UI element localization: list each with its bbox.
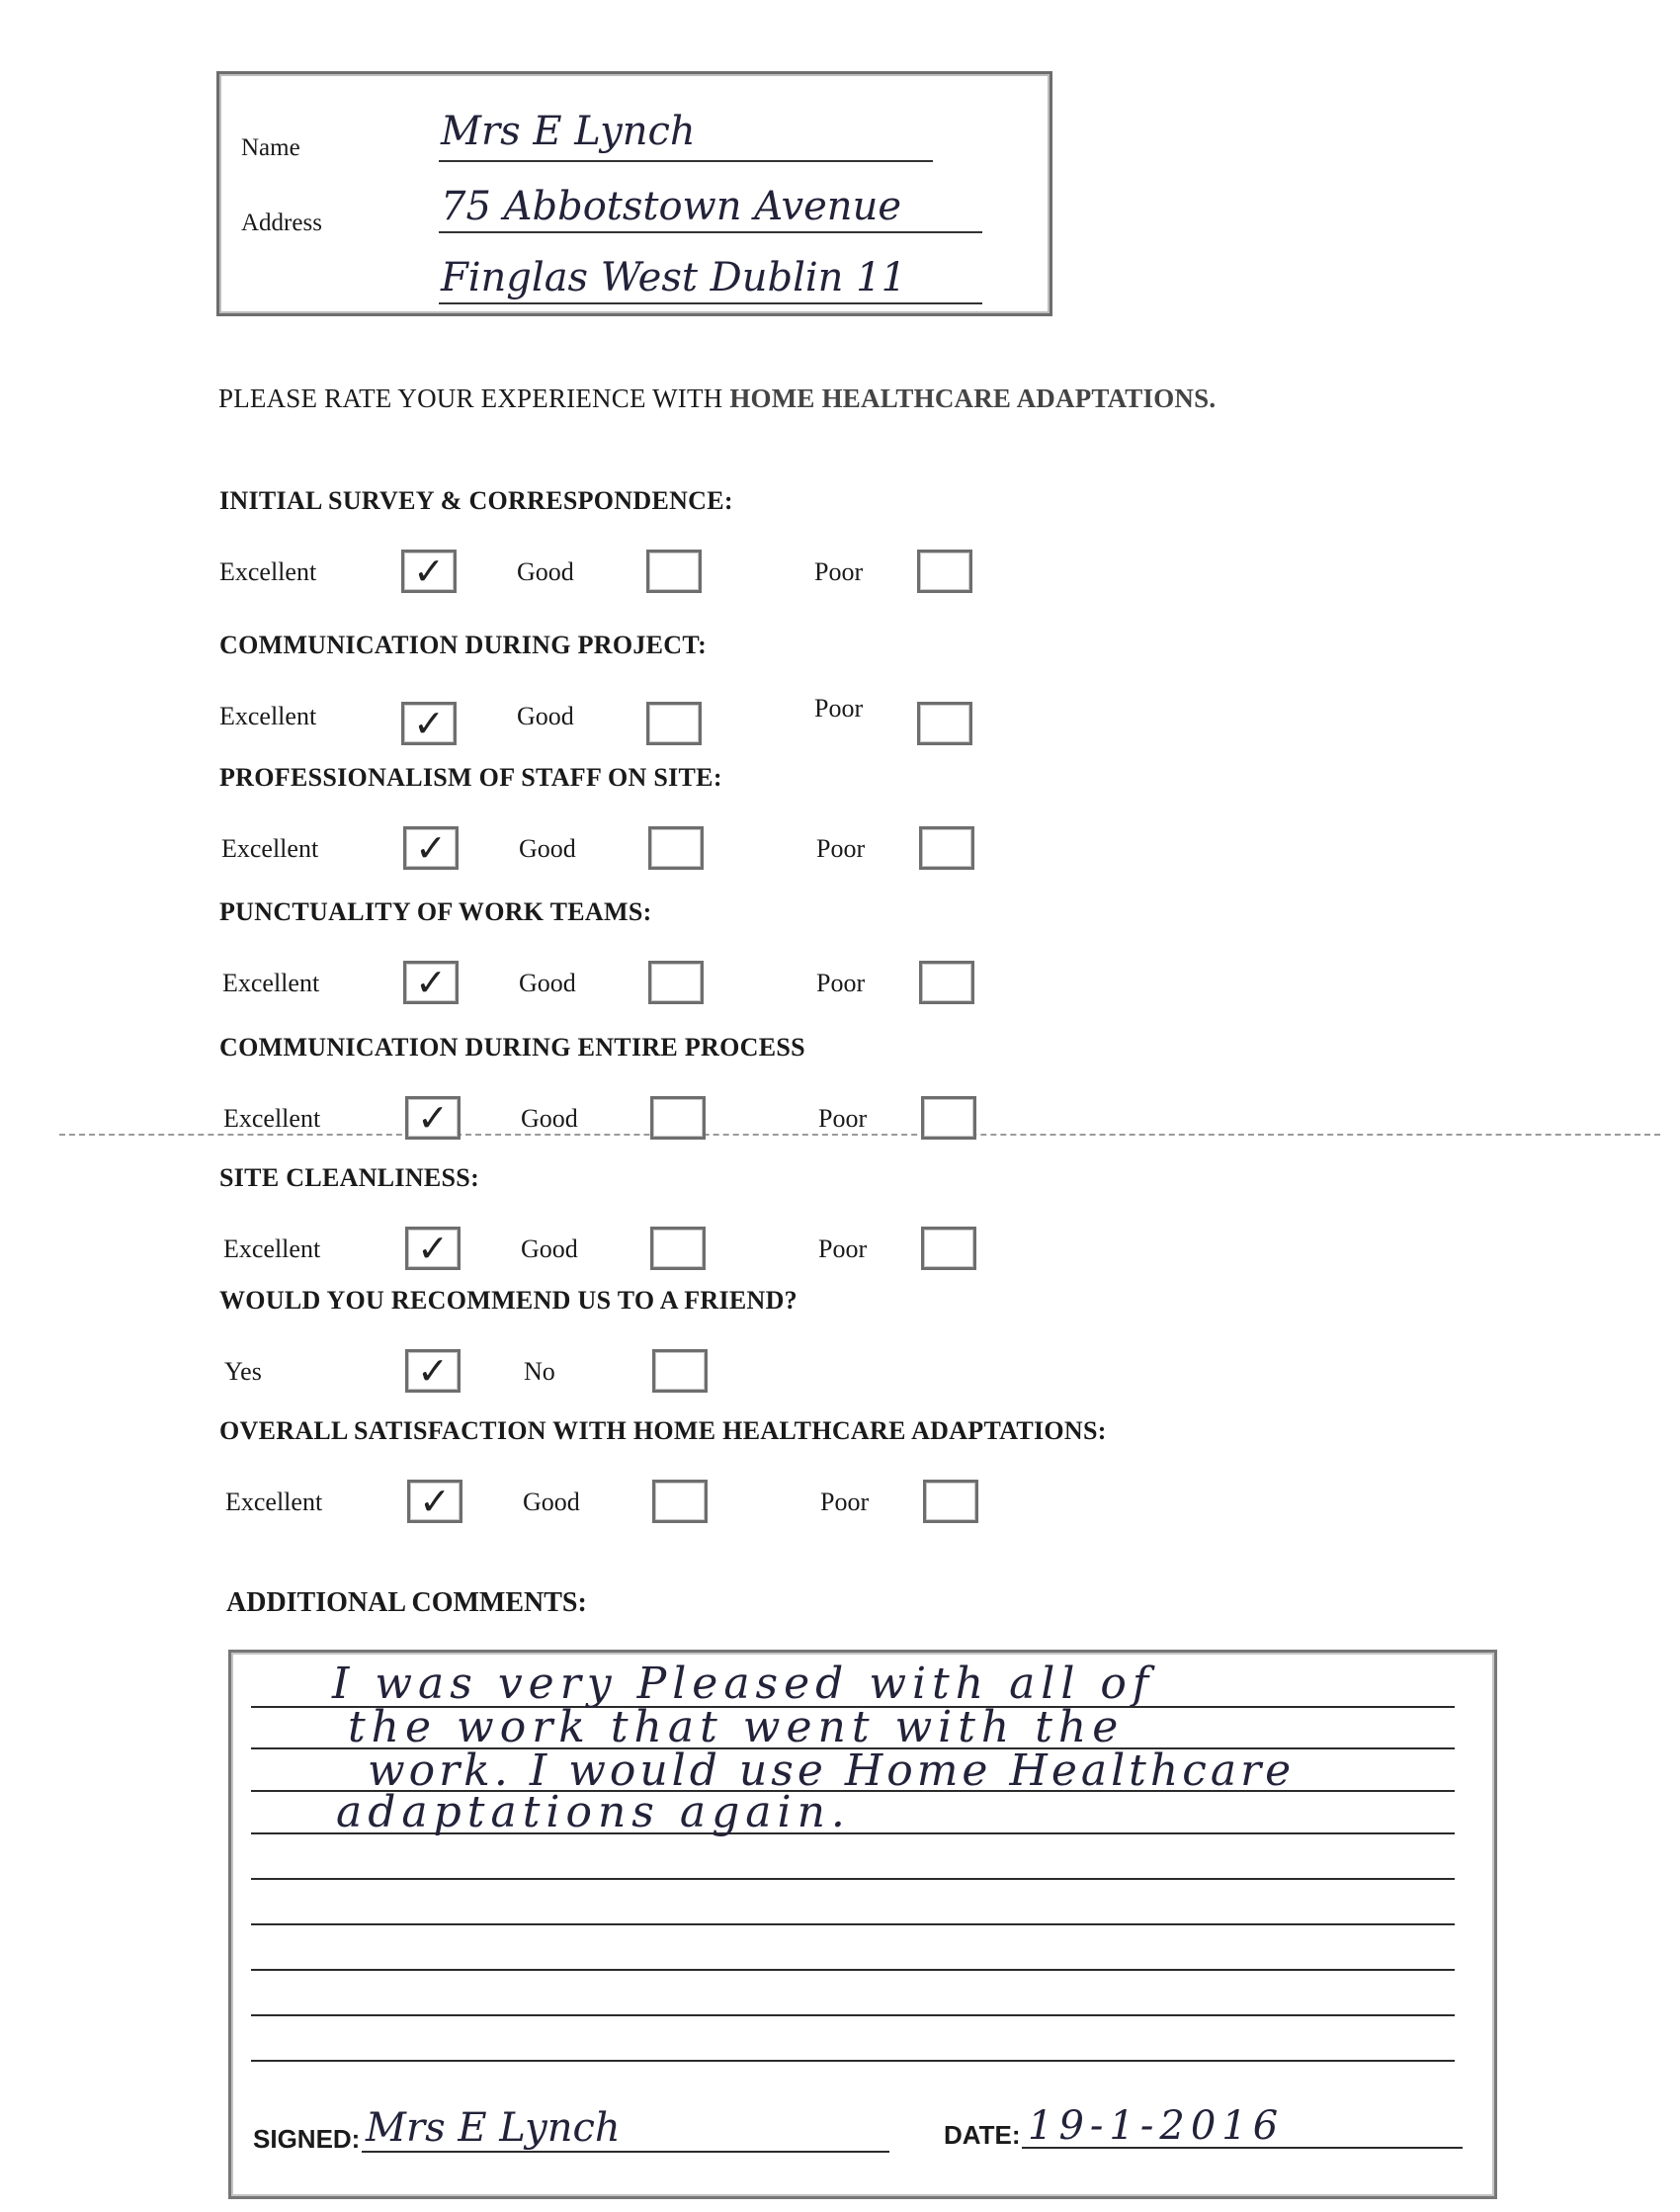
question-overall-satisfaction (219, 1416, 1208, 1531)
checkbox-yes[interactable]: ✓ (405, 1349, 461, 1393)
prompt-company: HOME HEALTHCARE ADAPTATIONS. (729, 383, 1217, 413)
checkbox-excellent[interactable]: ✓ (405, 1096, 461, 1140)
rating-prompt (218, 383, 1216, 414)
comment-line-4: adaptations again. (336, 1787, 851, 1837)
checkbox-good[interactable] (652, 1480, 708, 1523)
signed-underline (362, 2151, 889, 2153)
comments-title: ADDITIONAL COMMENTS: (226, 1587, 587, 1618)
option-row (219, 961, 1208, 1012)
option-label-excellent: Excellent (219, 557, 317, 586)
address-line1-value: 75 Abbotstown Avenue (441, 184, 901, 229)
option-label-good: Good (519, 969, 576, 997)
option-label-poor: Poor (816, 969, 866, 997)
option-label-good: Good (517, 702, 574, 730)
question-site-cleanliness (219, 1163, 1208, 1278)
option-label-poor: Poor (818, 1104, 868, 1133)
option-label-poor: Poor (816, 834, 866, 863)
date-value: 19-1-2016 (1028, 2103, 1285, 2149)
option-label-excellent: Excellent (223, 1234, 321, 1263)
comment-rule (251, 1969, 1455, 1971)
name-underline (439, 160, 933, 162)
comment-line-2: the work that went with the (348, 1702, 1125, 1752)
comment-rule (251, 2060, 1455, 2062)
question-title: INITIAL SURVEY & CORRESPONDENCE: (219, 486, 733, 515)
checkbox-excellent[interactable]: ✓ (401, 550, 457, 593)
question-title: SITE CLEANLINESS: (219, 1163, 480, 1192)
option-label-excellent: Excellent (222, 969, 320, 997)
checkbox-excellent[interactable]: ✓ (403, 961, 459, 1004)
option-label-good: Good (517, 557, 574, 586)
checkbox-excellent[interactable]: ✓ (403, 826, 459, 870)
prompt-prefix: PLEASE RATE YOUR EXPERIENCE WITH (218, 383, 730, 413)
checkbox-good[interactable] (650, 1096, 706, 1140)
checkbox-excellent[interactable]: ✓ (405, 1227, 461, 1270)
question-title: PUNCTUALITY OF WORK TEAMS: (219, 897, 652, 926)
question-recommend (219, 1286, 1208, 1401)
question-title: PROFESSIONALISM OF STAFF ON SITE: (219, 763, 722, 792)
question-communication-project (219, 631, 1208, 745)
checkbox-poor[interactable] (917, 550, 972, 593)
option-label-good: Good (521, 1104, 578, 1133)
address-line2-value: Finglas West Dublin 11 (441, 255, 907, 300)
option-label-yes: Yes (224, 1357, 262, 1386)
question-punctuality (219, 897, 1208, 1012)
option-label-poor: Poor (814, 694, 864, 723)
option-row (219, 1096, 1208, 1148)
option-row (219, 550, 1208, 601)
option-label-poor: Poor (814, 557, 864, 586)
date-label: DATE: (944, 2120, 1021, 2150)
signed-label: SIGNED: (253, 2124, 361, 2154)
name-label: Name (241, 134, 300, 161)
checkbox-poor[interactable] (919, 961, 974, 1004)
question-title: COMMUNICATION DURING ENTIRE PROCESS (219, 1033, 805, 1062)
option-label-excellent: Excellent (219, 702, 317, 730)
option-label-excellent: Excellent (221, 834, 319, 863)
checkbox-poor[interactable] (921, 1227, 976, 1270)
option-row (219, 1227, 1208, 1278)
checkbox-good[interactable] (650, 1227, 706, 1270)
option-label-poor: Poor (818, 1234, 868, 1263)
checkbox-poor[interactable] (921, 1096, 976, 1140)
option-row (219, 826, 1208, 878)
date-underline (1022, 2147, 1463, 2149)
checkbox-good[interactable] (646, 550, 702, 593)
checkbox-poor[interactable] (919, 826, 974, 870)
option-label-poor: Poor (820, 1488, 870, 1516)
comment-rule (251, 1878, 1455, 1880)
option-label-no: No (524, 1357, 555, 1386)
question-title: COMMUNICATION DURING PROJECT: (219, 631, 708, 659)
question-title: WOULD YOU RECOMMEND US TO A FRIEND? (219, 1286, 798, 1315)
checkbox-poor[interactable] (917, 702, 972, 745)
question-initial-survey (219, 486, 1208, 601)
option-label-good: Good (521, 1234, 578, 1263)
address-label: Address (241, 210, 322, 236)
option-label-good: Good (519, 834, 576, 863)
checkbox-poor[interactable] (923, 1480, 978, 1523)
checkbox-good[interactable] (648, 961, 704, 1004)
question-professionalism (219, 763, 1208, 878)
comment-rule (251, 1923, 1455, 1925)
checkbox-excellent[interactable]: ✓ (401, 702, 457, 745)
question-title: OVERALL SATISFACTION WITH HOME HEALTHCARE ADAPTATIONS: (219, 1416, 1107, 1445)
address-line2-underline (439, 302, 982, 304)
comment-line-1: I was very Pleased with all of (332, 1659, 1155, 1709)
name-value: Mrs E Lynch (441, 109, 696, 154)
option-row (219, 694, 1208, 745)
option-row (219, 1349, 1208, 1401)
question-communication-process (219, 1033, 1208, 1148)
option-label-good: Good (523, 1488, 580, 1516)
checkbox-excellent[interactable]: ✓ (407, 1480, 462, 1523)
comment-line-3: work. I would use Home Healthcare (368, 1745, 1296, 1796)
checkbox-good[interactable] (648, 826, 704, 870)
signed-value: Mrs E Lynch (366, 2105, 621, 2151)
option-label-excellent: Excellent (225, 1488, 323, 1516)
option-row (219, 1480, 1208, 1531)
comment-rule (251, 2014, 1455, 2016)
option-label-excellent: Excellent (223, 1104, 321, 1133)
address-line1-underline (439, 231, 982, 233)
checkbox-no[interactable] (652, 1349, 708, 1393)
checkbox-good[interactable] (646, 702, 702, 745)
